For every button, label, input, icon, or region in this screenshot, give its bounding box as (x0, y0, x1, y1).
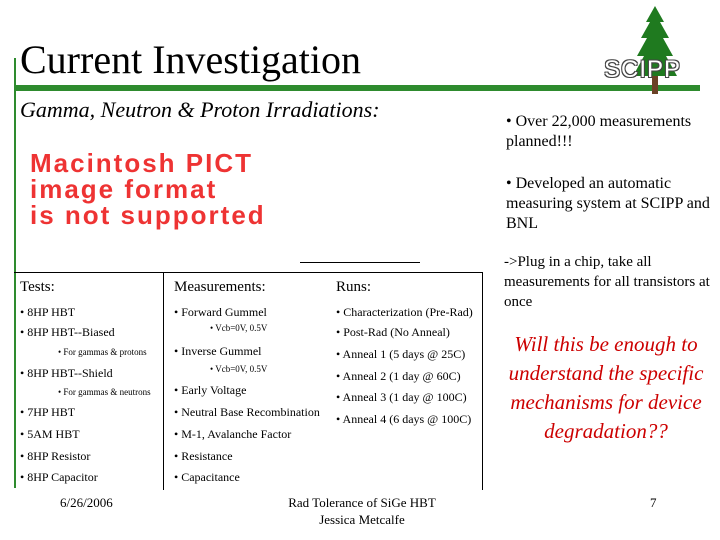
measurements-header: Measurements: (174, 279, 266, 295)
slide-title: Current Investigation (20, 37, 362, 82)
measurement-subitem: • Vcb=0V, 0.5V (210, 323, 268, 333)
bullet-plug-in-chip: ->Plug in a chip, take all measurements for all transistors at once (504, 254, 710, 310)
test-subitem: • For gammas & neutrons (58, 387, 151, 397)
run-item: • Post-Rad (No Anneal) (336, 325, 450, 339)
test-item: • 8HP HBT (20, 305, 76, 319)
measurement-item: • Resistance (174, 449, 233, 463)
run-item: • Characterization (Pre-Rad) (336, 305, 473, 319)
slide-subtitle: Gamma, Neutron & Proton Irradiations: (20, 97, 380, 122)
footer-author: Jessica Metcalfe (319, 512, 405, 527)
table-top-border (14, 272, 482, 273)
measurement-item: • Neutral Base Recombination (174, 405, 320, 419)
pict-line-1: Macintosh PICT (30, 148, 254, 178)
test-item: • 8HP Resistor (20, 449, 91, 463)
runs-header: Runs: (336, 279, 372, 295)
closing-question: Will this be enough to understand the specific mechanisms for device degradation?? (508, 332, 704, 443)
table-column-divider (163, 272, 164, 490)
test-subitem: • For gammas & protons (58, 347, 147, 357)
title-underline (14, 85, 700, 91)
footer-page-number: 7 (650, 495, 657, 510)
unsupported-image-placeholder (30, 150, 430, 230)
footer-center-title: Rad Tolerance of SiGe HBT (288, 495, 436, 510)
measurement-item: • Capacitance (174, 470, 240, 484)
footer-date: 6/26/2006 (60, 495, 113, 510)
test-matrix-table (14, 272, 483, 490)
measurement-subitem: • Vcb=0V, 0.5V (210, 364, 268, 374)
tests-header: Tests: (20, 279, 55, 295)
run-item: • Anneal 1 (5 days @ 25C) (336, 347, 466, 361)
test-item: • 7HP HBT (20, 405, 76, 419)
test-item: • 8HP HBT--Shield (20, 366, 113, 380)
short-divider (300, 262, 420, 263)
bullet-automatic-system: • Developed an automatic measuring system at SCIPP and BNL (506, 175, 710, 232)
pict-line-3: is not supported (30, 200, 266, 230)
run-item: • Anneal 2 (1 day @ 60C) (336, 369, 461, 383)
measurement-item: • M-1, Avalanche Factor (174, 427, 292, 441)
test-item: • 8HP Capacitor (20, 470, 98, 484)
run-item: • Anneal 3 (1 day @ 100C) (336, 390, 467, 404)
measurement-item: • Forward Gummel (174, 305, 267, 319)
test-item: • 8HP HBT--Biased (20, 325, 115, 339)
run-item: • Anneal 4 (6 days @ 100C) (336, 412, 472, 426)
measurement-item: • Inverse Gummel (174, 344, 262, 358)
measurement-item: • Early Voltage (174, 383, 247, 397)
bullet-measurements-planned: • Over 22,000 measurements planned!!! (506, 113, 692, 150)
pict-line-2: image format (30, 174, 218, 204)
scipp-logo-text: SCIPP (604, 56, 682, 83)
test-item: • 5AM HBT (20, 427, 80, 441)
